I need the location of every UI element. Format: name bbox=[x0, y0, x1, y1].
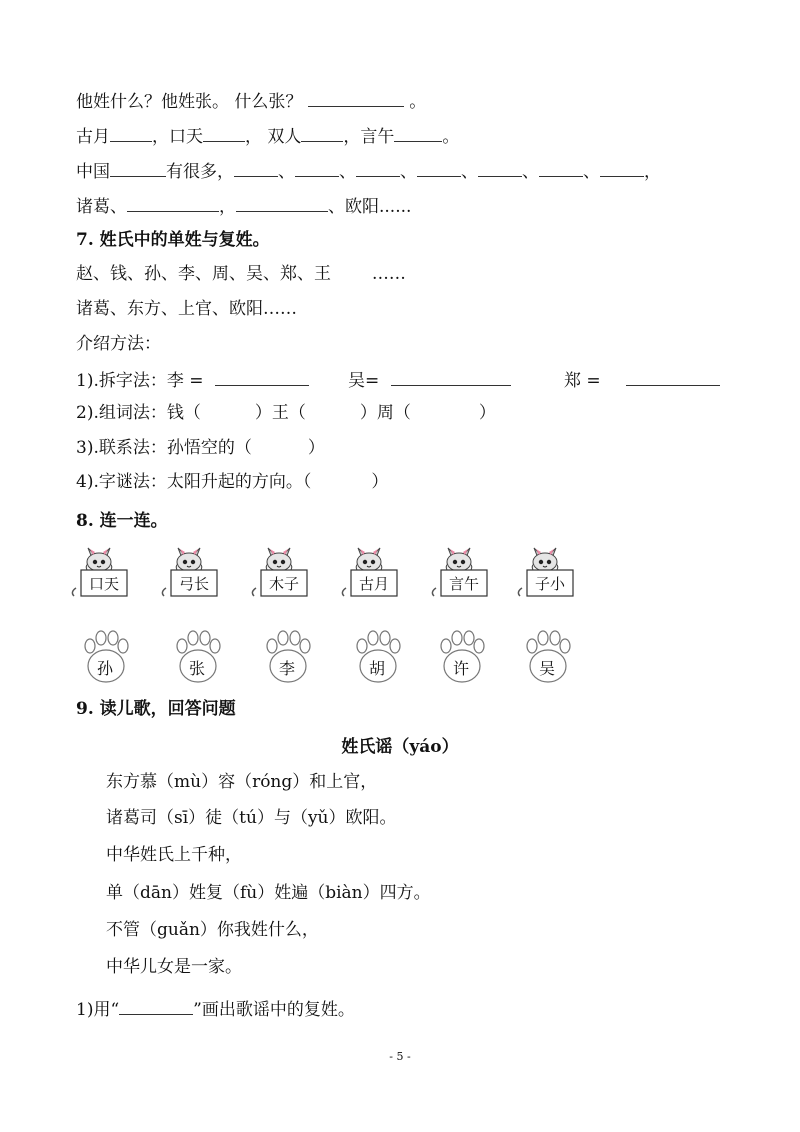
text: 、 bbox=[400, 162, 417, 182]
text: 。 bbox=[442, 127, 460, 147]
cat-card-label: 古月 bbox=[358, 575, 389, 593]
q8-title: 8. 连一连。 bbox=[76, 511, 168, 531]
text: 4).字谜法：太阳升起的方向。（ bbox=[76, 472, 312, 492]
text: 、 bbox=[278, 162, 295, 182]
text: 古月 bbox=[76, 127, 110, 147]
paw-label: 张 bbox=[188, 659, 205, 678]
q7-compound-surnames: 诸葛、东方、上官、欧阳…… bbox=[76, 299, 297, 319]
paw-card[interactable] bbox=[80, 630, 142, 692]
text: ， bbox=[644, 162, 661, 182]
text: 郑 = bbox=[564, 371, 601, 391]
answer-blank[interactable] bbox=[626, 367, 720, 386]
cat-card[interactable] bbox=[340, 540, 400, 600]
q7-title: 7. 姓氏中的单姓与复姓。 bbox=[76, 230, 270, 250]
cat-card-label: 弓长 bbox=[178, 575, 209, 593]
q9-title: 9. 读儿歌，回答问题 bbox=[76, 699, 236, 719]
text: 、 bbox=[461, 162, 478, 182]
text: 赵、钱、孙、李、周、吴、郑、王 bbox=[76, 264, 331, 284]
answer-blank[interactable] bbox=[394, 123, 442, 142]
q6-line-1-text: 他姓什么？他姓张。 什么张？ bbox=[76, 92, 303, 112]
poem-line-1: 东方慕（mù）容（róng）和上官， bbox=[106, 772, 378, 792]
cat-card[interactable] bbox=[430, 540, 490, 600]
answer-blank[interactable] bbox=[215, 367, 309, 386]
q7-single-surnames bbox=[76, 262, 406, 286]
text: ） bbox=[307, 438, 325, 458]
cat-card-label: 口天 bbox=[88, 575, 119, 593]
q6-line-2 bbox=[76, 123, 459, 149]
cat-card-label: 言午 bbox=[448, 575, 479, 593]
paw-label: 许 bbox=[452, 659, 469, 678]
q9-sub-1 bbox=[76, 996, 355, 1022]
answer-blank[interactable] bbox=[110, 123, 152, 142]
paw-card[interactable] bbox=[436, 630, 498, 692]
text: 2).组词法：钱（ bbox=[76, 403, 201, 423]
paw-card[interactable] bbox=[172, 630, 234, 692]
answer-blank[interactable] bbox=[417, 158, 461, 177]
paw-card[interactable] bbox=[352, 630, 414, 692]
text: 、 bbox=[583, 162, 600, 182]
text: 有很多， bbox=[166, 162, 234, 182]
paw-card[interactable] bbox=[522, 630, 584, 692]
text: ，言午 bbox=[343, 127, 395, 147]
text: ， bbox=[219, 197, 236, 217]
poem-line-3: 中华姓氏上千种， bbox=[106, 845, 242, 865]
text: ）王（ bbox=[254, 403, 306, 423]
cat-card-label: 子小 bbox=[534, 575, 565, 593]
poem-title: 姓氏谣（yáo） bbox=[341, 737, 459, 757]
q7-method-3 bbox=[76, 436, 325, 460]
answer-blank[interactable] bbox=[203, 123, 245, 142]
answer-blank[interactable] bbox=[356, 158, 400, 177]
q6-line-1-end: 。 bbox=[409, 92, 427, 112]
text: ，口天 bbox=[152, 127, 203, 147]
text: …… bbox=[371, 264, 406, 284]
text: 、 bbox=[522, 162, 539, 182]
text: 1)用“ bbox=[76, 1000, 120, 1020]
q7-method-1-wu bbox=[348, 367, 511, 393]
paw-label: 孙 bbox=[96, 659, 113, 678]
answer-blank[interactable] bbox=[234, 158, 278, 177]
paw-label: 吴 bbox=[538, 659, 555, 678]
q6-line-4 bbox=[76, 193, 411, 219]
text: 、欧阳...... bbox=[328, 197, 412, 217]
answer-blank[interactable] bbox=[308, 88, 404, 107]
answer-blank[interactable] bbox=[301, 123, 343, 142]
q7-method-1-zheng bbox=[564, 367, 720, 393]
text: ， 双人 bbox=[245, 127, 302, 147]
text: 3).联系法：孙悟空的（ bbox=[76, 438, 252, 458]
paw-label: 李 bbox=[278, 659, 295, 678]
q7-method-1 bbox=[76, 367, 309, 393]
q6-line-1 bbox=[76, 88, 426, 114]
cat-card[interactable] bbox=[160, 540, 220, 600]
poem-line-4: 单（dān）姓复（fù）姓遍（biàn）四方。 bbox=[106, 883, 431, 903]
paw-card[interactable] bbox=[262, 630, 324, 692]
cat-card[interactable] bbox=[250, 540, 310, 600]
paw-label: 胡 bbox=[368, 659, 385, 678]
answer-blank[interactable] bbox=[391, 367, 511, 386]
page-number: - 5 - bbox=[389, 1050, 411, 1063]
text: 吴= bbox=[348, 371, 380, 391]
q6-line-3 bbox=[76, 158, 661, 184]
answer-blank[interactable] bbox=[119, 996, 193, 1015]
text: ）周（ bbox=[359, 403, 411, 423]
answer-blank[interactable] bbox=[478, 158, 522, 177]
cat-card[interactable] bbox=[516, 540, 576, 600]
answer-blank[interactable] bbox=[600, 158, 644, 177]
text: 中国 bbox=[76, 162, 110, 182]
answer-blank[interactable] bbox=[127, 193, 219, 212]
q7-method-4 bbox=[76, 470, 388, 494]
text: ） bbox=[371, 472, 389, 492]
text: 诸葛、 bbox=[76, 197, 127, 217]
q7-method-2 bbox=[76, 401, 496, 425]
text: 、 bbox=[339, 162, 356, 182]
text: ”画出歌谣中的复姓。 bbox=[193, 1000, 355, 1020]
q7-method-title: 介绍方法： bbox=[76, 334, 161, 354]
poem-line-6: 中华儿女是一家。 bbox=[106, 957, 242, 977]
text: 1).拆字法：李 = bbox=[76, 371, 204, 391]
answer-blank[interactable] bbox=[110, 158, 166, 177]
answer-blank[interactable] bbox=[295, 158, 339, 177]
text: ） bbox=[478, 403, 496, 423]
poem-line-5: 不管（guǎn）你我姓什么， bbox=[106, 920, 319, 940]
cat-card-label: 木子 bbox=[268, 575, 299, 593]
answer-blank[interactable] bbox=[539, 158, 583, 177]
poem-line-2: 诸葛司（sī）徒（tú）与（yǔ）欧阳。 bbox=[106, 808, 397, 828]
answer-blank[interactable] bbox=[236, 193, 328, 212]
cat-card[interactable] bbox=[70, 540, 130, 600]
